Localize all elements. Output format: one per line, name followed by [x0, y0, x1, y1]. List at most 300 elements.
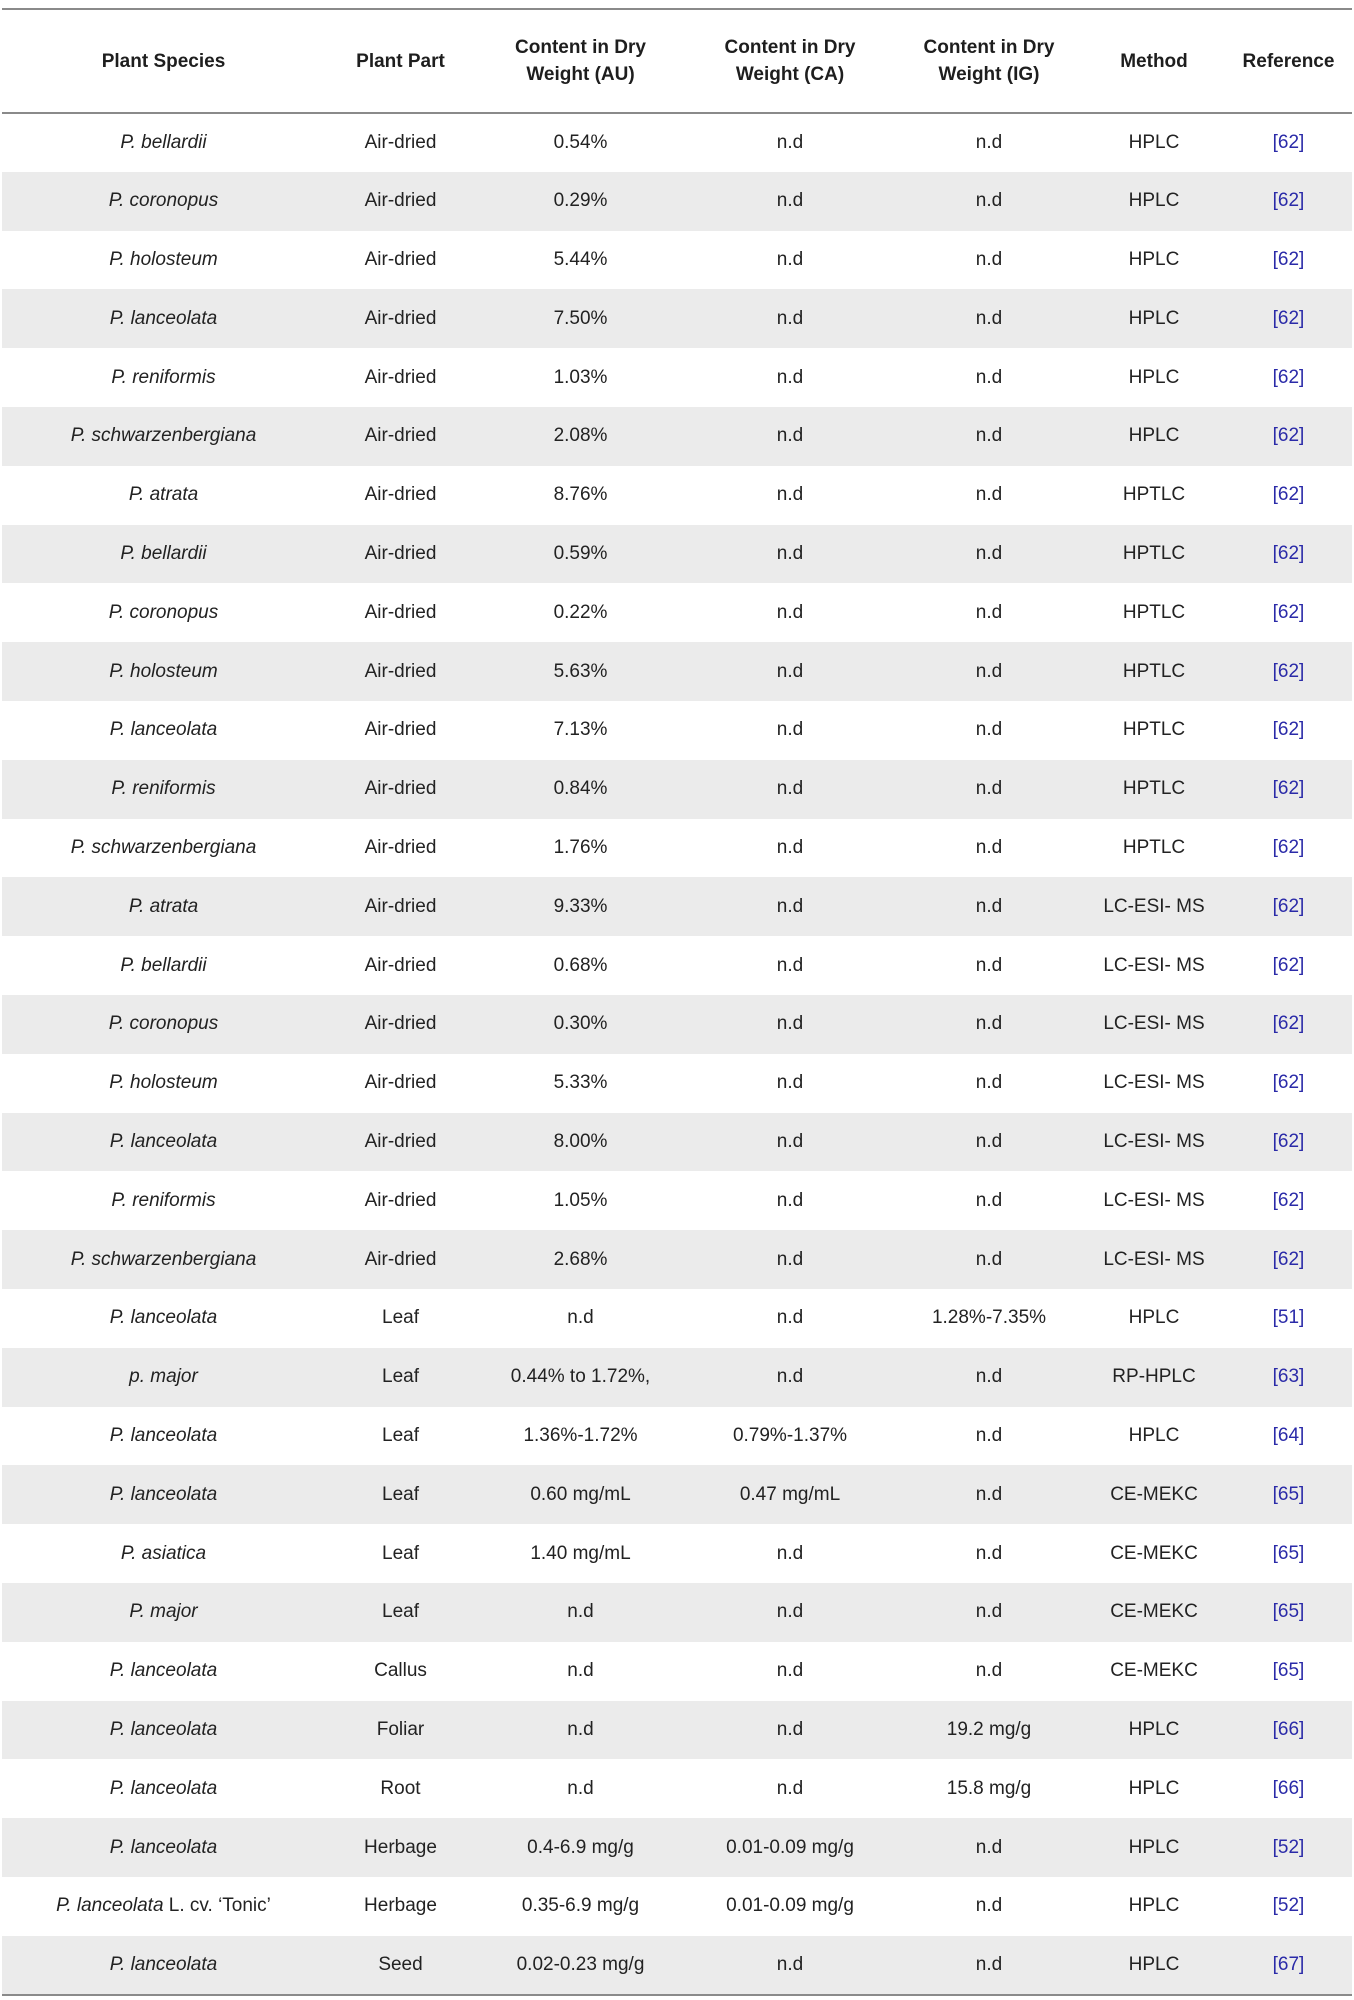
- reference-link[interactable]: [62]: [1272, 954, 1305, 976]
- cell-content-ig: n.d: [975, 425, 1003, 447]
- cell-content-ig: n.d: [975, 1660, 1003, 1682]
- cell-reference: [1225, 642, 1352, 701]
- reference-link[interactable]: [52]: [1272, 1895, 1305, 1917]
- cell-reference: [1225, 583, 1352, 642]
- cell-content-ig: n.d: [975, 836, 1003, 858]
- cell-method: HPLC: [1128, 248, 1180, 270]
- cell-content-ca: 0.01-0.09 mg/g: [726, 1836, 854, 1858]
- table-row: [2, 1348, 1352, 1407]
- cell-plant-species: [2, 172, 325, 231]
- cell-content-ig: n.d: [975, 1895, 1003, 1917]
- table-row: [2, 172, 1352, 231]
- cell-method: HPLC: [1128, 366, 1180, 388]
- header-content-ig: Content in Dry Weight (IG): [923, 37, 1055, 85]
- reference-link[interactable]: [62]: [1272, 1072, 1305, 1094]
- cell-content-ca: n.d: [776, 484, 804, 506]
- cell-reference: [1225, 407, 1352, 466]
- species-name: P. bellardii: [120, 131, 207, 153]
- reference-link[interactable]: [64]: [1272, 1424, 1305, 1446]
- header-content-au: Content in Dry Weight (AU): [515, 37, 646, 85]
- cell-plant-part: Herbage: [364, 1836, 437, 1858]
- reference-link[interactable]: [62]: [1272, 601, 1305, 623]
- cell-reference: [1225, 819, 1352, 878]
- cell-plant-species: [2, 1289, 325, 1348]
- cell-content-ig: n.d: [975, 1424, 1003, 1446]
- cell-reference: [1225, 1230, 1352, 1289]
- cell-content-au: 0.30%: [553, 1013, 608, 1035]
- cell-plant-part: Leaf: [382, 1483, 419, 1505]
- cell-reference: [1225, 701, 1352, 760]
- table-row: [2, 1877, 1352, 1936]
- reference-link[interactable]: [65]: [1272, 1542, 1305, 1564]
- cell-content-au: 5.63%: [553, 660, 608, 682]
- species-name: P. lanceolata: [109, 1718, 218, 1740]
- cell-method: LC-ESI- MS: [1103, 1072, 1205, 1094]
- cell-method: HPLC: [1128, 307, 1180, 329]
- cell-content-au: 0.02-0.23 mg/g: [516, 1953, 645, 1975]
- cell-plant-part: Air-dried: [364, 542, 437, 564]
- cell-plant-species: [2, 1877, 325, 1936]
- cell-plant-part: Callus: [374, 1660, 427, 1682]
- table-row: [2, 1054, 1352, 1113]
- reference-link[interactable]: [62]: [1272, 131, 1305, 153]
- cell-content-ca: n.d: [776, 1248, 804, 1270]
- cell-plant-part: Air-dried: [364, 366, 437, 388]
- cell-plant-part: Foliar: [376, 1718, 425, 1740]
- species-name: P. coronopus: [108, 1013, 219, 1035]
- cell-plant-part: Air-dried: [364, 425, 437, 447]
- table-row: [2, 1524, 1352, 1583]
- cell-plant-species: [2, 936, 325, 995]
- table-row: [2, 1230, 1352, 1289]
- reference-link[interactable]: [62]: [1272, 366, 1305, 388]
- species-name: P. lanceolata: [109, 1483, 218, 1505]
- reference-link[interactable]: [62]: [1272, 1248, 1305, 1270]
- cell-method: HPTLC: [1122, 660, 1186, 682]
- species-name: P. lanceolata: [56, 1895, 164, 1917]
- cell-content-ca: n.d: [776, 954, 804, 976]
- species-name: P. lanceolata: [109, 1953, 218, 1975]
- cell-method: HPLC: [1128, 131, 1180, 153]
- cell-plant-part: Air-dried: [364, 307, 437, 329]
- species-name: P. atrata: [128, 895, 199, 917]
- table-row: [2, 1759, 1352, 1818]
- cell-method: CE-MEKC: [1110, 1483, 1198, 1505]
- cell-method: HPLC: [1128, 425, 1180, 447]
- cell-content-ig: n.d: [975, 1130, 1003, 1152]
- cell-plant-part: Leaf: [382, 1307, 419, 1329]
- reference-link[interactable]: [62]: [1272, 248, 1305, 270]
- cell-content-ca: n.d: [776, 1013, 804, 1035]
- cell-content-ig: n.d: [975, 895, 1003, 917]
- reference-link[interactable]: [51]: [1272, 1307, 1305, 1329]
- cell-content-ca: n.d: [776, 660, 804, 682]
- cell-content-au: n.d: [567, 1601, 594, 1623]
- cell-method: HPTLC: [1122, 484, 1186, 506]
- reference-link[interactable]: [62]: [1272, 425, 1305, 447]
- cell-content-au: n.d: [567, 1307, 594, 1329]
- cell-reference: [1225, 1524, 1352, 1583]
- cell-plant-species: [2, 1818, 325, 1877]
- header-content-ca: Content in Dry Weight (CA): [724, 37, 856, 85]
- cell-plant-species: [2, 1113, 325, 1172]
- table-row: [2, 1289, 1352, 1348]
- cell-content-ca: n.d: [776, 425, 804, 447]
- cell-plant-part: Leaf: [382, 1601, 419, 1623]
- species-name: P. bellardii: [120, 954, 207, 976]
- cell-plant-species: [2, 348, 325, 407]
- cell-reference: [1225, 1113, 1352, 1172]
- table-row: [2, 466, 1352, 525]
- cell-plant-part: Herbage: [364, 1895, 437, 1917]
- cell-plant-species: [2, 819, 325, 878]
- cell-content-au: 0.22%: [553, 601, 608, 623]
- header-row: [2, 9, 1352, 113]
- cell-plant-species: [2, 701, 325, 760]
- reference-link[interactable]: [62]: [1272, 1189, 1305, 1211]
- species-name: P. lanceolata: [109, 719, 218, 741]
- cell-content-ca: n.d: [776, 307, 804, 329]
- cell-content-ig: n.d: [975, 719, 1003, 741]
- cell-content-ca: n.d: [776, 1366, 804, 1388]
- cell-content-au: n.d: [567, 1660, 594, 1682]
- cell-reference: [1225, 1465, 1352, 1524]
- species-name: P. lanceolata: [109, 1660, 218, 1682]
- table-row: [2, 642, 1352, 701]
- cell-content-ca: n.d: [776, 601, 804, 623]
- cell-content-ig: 15.8 mg/g: [946, 1777, 1032, 1799]
- species-name: P. bellardii: [120, 542, 207, 564]
- cell-method: HPTLC: [1122, 719, 1186, 741]
- cell-reference: [1225, 1701, 1352, 1760]
- cell-content-ca: 0.47 mg/mL: [739, 1483, 841, 1505]
- cell-plant-species: [2, 231, 325, 290]
- species-name: P. reniformis: [111, 366, 216, 388]
- cell-content-ca: n.d: [776, 1953, 804, 1975]
- cell-plant-species: [2, 760, 325, 819]
- table-header: [2, 9, 1352, 113]
- header-reference: Reference: [1242, 50, 1335, 72]
- cell-reference: [1225, 936, 1352, 995]
- cell-plant-species: [2, 113, 325, 172]
- cell-plant-part: Air-dried: [364, 836, 437, 858]
- cell-content-au: 1.03%: [553, 366, 608, 388]
- cell-content-ig: n.d: [975, 954, 1003, 976]
- cell-plant-part: Leaf: [382, 1542, 419, 1564]
- cell-content-ig: n.d: [975, 307, 1003, 329]
- cell-method: LC-ESI- MS: [1103, 895, 1205, 917]
- cell-content-ca: n.d: [776, 190, 804, 212]
- reference-link[interactable]: [62]: [1272, 1013, 1305, 1035]
- cell-content-ig: n.d: [975, 1483, 1003, 1505]
- table-row: [2, 1407, 1352, 1466]
- header-plant-species: Plant Species: [101, 50, 226, 72]
- cell-plant-species: [2, 1171, 325, 1230]
- cell-plant-species: [2, 525, 325, 584]
- table-row: [2, 1113, 1352, 1172]
- cell-plant-species: [2, 289, 325, 348]
- species-name: P. coronopus: [108, 601, 219, 623]
- cell-plant-part: Air-dried: [364, 954, 437, 976]
- cell-plant-species: [2, 877, 325, 936]
- reference-link[interactable]: [62]: [1272, 1130, 1305, 1152]
- table-row: [2, 1642, 1352, 1701]
- cell-reference: [1225, 231, 1352, 290]
- cell-reference: [1225, 289, 1352, 348]
- table-row: [2, 1583, 1352, 1642]
- cell-method: HPLC: [1128, 1307, 1180, 1329]
- cell-reference: [1225, 1289, 1352, 1348]
- cell-reference: [1225, 1759, 1352, 1818]
- species-name: P. schwarzenbergiana: [70, 836, 257, 858]
- table-row: [2, 407, 1352, 466]
- reference-link[interactable]: [52]: [1272, 1836, 1305, 1858]
- table-row: [2, 1465, 1352, 1524]
- table-row: [2, 1701, 1352, 1760]
- cell-method: HPLC: [1128, 1836, 1180, 1858]
- cell-plant-part: Air-dried: [364, 248, 437, 270]
- species-name: P. reniformis: [111, 778, 216, 800]
- plantago-content-table: [2, 8, 1352, 1996]
- reference-link[interactable]: [67]: [1272, 1953, 1305, 1975]
- reference-link[interactable]: [62]: [1272, 542, 1305, 564]
- cell-content-ca: n.d: [776, 1130, 804, 1152]
- cell-content-ig: n.d: [975, 601, 1003, 623]
- cell-plant-part: Air-dried: [364, 601, 437, 623]
- table-row: [2, 995, 1352, 1054]
- cell-content-ca: n.d: [776, 895, 804, 917]
- cell-content-au: 1.05%: [553, 1189, 608, 1211]
- cell-method: LC-ESI- MS: [1103, 1130, 1205, 1152]
- cell-method: LC-ESI- MS: [1103, 1189, 1205, 1211]
- cell-reference: [1225, 1642, 1352, 1701]
- cell-plant-part: Air-dried: [364, 1189, 437, 1211]
- cell-content-ig: n.d: [975, 1189, 1003, 1211]
- cell-method: HPLC: [1128, 1777, 1180, 1799]
- reference-link[interactable]: [66]: [1272, 1718, 1305, 1740]
- table-row: [2, 583, 1352, 642]
- cell-plant-part: Root: [380, 1777, 421, 1799]
- cell-content-au: 0.29%: [553, 190, 608, 212]
- cell-method: LC-ESI- MS: [1103, 1248, 1205, 1270]
- cell-plant-part: Air-dried: [364, 1072, 437, 1094]
- cell-plant-species: [2, 642, 325, 701]
- reference-link[interactable]: [62]: [1272, 719, 1305, 741]
- table-row: [2, 1936, 1352, 1995]
- table-row: [2, 1171, 1352, 1230]
- cell-content-au: 7.13%: [553, 719, 608, 741]
- cell-content-au: 0.60 mg/mL: [530, 1483, 631, 1505]
- cell-content-ca: n.d: [776, 542, 804, 564]
- cell-reference: [1225, 1407, 1352, 1466]
- cell-plant-species: [2, 1348, 325, 1407]
- cell-content-ca: n.d: [776, 366, 804, 388]
- cell-content-ig: n.d: [975, 778, 1003, 800]
- cell-content-ca: n.d: [776, 1660, 804, 1682]
- cell-plant-part: Air-dried: [364, 484, 437, 506]
- reference-link[interactable]: [62]: [1272, 660, 1305, 682]
- species-name: P. major: [129, 1601, 198, 1623]
- cell-content-au: 1.40 mg/mL: [530, 1542, 631, 1564]
- cell-reference: [1225, 466, 1352, 525]
- cell-reference: [1225, 877, 1352, 936]
- cell-method: HPLC: [1128, 1953, 1180, 1975]
- cell-reference: [1225, 172, 1352, 231]
- cell-content-au: 0.4-6.9 mg/g: [527, 1836, 634, 1858]
- cell-method: LC-ESI- MS: [1103, 1013, 1205, 1035]
- cell-method: CE-MEKC: [1110, 1601, 1198, 1623]
- header-method: Method: [1120, 50, 1188, 72]
- cell-method: HPTLC: [1122, 601, 1186, 623]
- cell-method: LC-ESI- MS: [1103, 954, 1205, 976]
- cell-plant-part: Air-dried: [364, 131, 437, 153]
- cell-content-ig: n.d: [975, 1953, 1003, 1975]
- cell-reference: [1225, 1054, 1352, 1113]
- cell-content-au: 8.76%: [553, 484, 608, 506]
- cell-method: CE-MEKC: [1110, 1542, 1198, 1564]
- cell-content-ca: n.d: [776, 131, 804, 153]
- species-name: P. coronopus: [108, 190, 219, 212]
- cell-plant-species: [2, 1642, 325, 1701]
- species-name: P. lanceolata: [109, 1836, 218, 1858]
- species-name: P. holosteum: [109, 660, 218, 682]
- reference-link[interactable]: [62]: [1272, 190, 1305, 212]
- cell-plant-species: [2, 1701, 325, 1760]
- cell-content-ca: n.d: [776, 1072, 804, 1094]
- cell-plant-part: Air-dried: [364, 719, 437, 741]
- cell-method: HPLC: [1128, 1895, 1180, 1917]
- cell-content-ca: n.d: [776, 836, 804, 858]
- cell-plant-part: Air-dried: [364, 660, 437, 682]
- cell-content-ig: n.d: [975, 366, 1003, 388]
- species-name: P. lanceolata: [109, 1307, 218, 1329]
- cell-content-au: 0.54%: [553, 131, 608, 153]
- cell-content-ig: n.d: [975, 1248, 1003, 1270]
- cell-content-ca: 0.01-0.09 mg/g: [726, 1895, 854, 1917]
- cell-plant-part: Leaf: [382, 1424, 419, 1446]
- cell-method: CE-MEKC: [1110, 1660, 1198, 1682]
- cell-plant-species: [2, 1054, 325, 1113]
- cell-content-au: 7.50%: [553, 307, 608, 329]
- reference-link[interactable]: [65]: [1272, 1660, 1305, 1682]
- reference-link[interactable]: [65]: [1272, 1483, 1305, 1505]
- cell-content-ca: n.d: [776, 1542, 804, 1564]
- cell-plant-part: Air-dried: [364, 778, 437, 800]
- cell-plant-species: [2, 1936, 325, 1995]
- cell-content-ca: n.d: [776, 1601, 804, 1623]
- species-name: P. holosteum: [109, 1072, 218, 1094]
- table-row: [2, 819, 1352, 878]
- cell-plant-species: [2, 1759, 325, 1818]
- cell-content-ig: n.d: [975, 484, 1003, 506]
- table-row: [2, 113, 1352, 172]
- table-body: [2, 113, 1352, 1995]
- reference-link[interactable]: [62]: [1272, 307, 1305, 329]
- species-name: P. lanceolata: [109, 1777, 218, 1799]
- cell-content-ca: n.d: [776, 248, 804, 270]
- cell-content-ig: n.d: [975, 542, 1003, 564]
- reference-link[interactable]: [65]: [1272, 1601, 1305, 1623]
- cell-plant-part: Leaf: [382, 1366, 419, 1388]
- table-row: [2, 701, 1352, 760]
- cell-content-au: n.d: [567, 1718, 594, 1740]
- reference-link[interactable]: [62]: [1272, 778, 1305, 800]
- reference-link[interactable]: [66]: [1272, 1777, 1305, 1799]
- cell-content-ig: n.d: [975, 1366, 1003, 1388]
- species-name: P. schwarzenbergiana: [70, 425, 257, 447]
- cell-plant-part: Air-dried: [364, 1013, 437, 1035]
- cell-plant-part: Air-dried: [364, 190, 437, 212]
- cell-method: HPTLC: [1122, 836, 1186, 858]
- cell-plant-species: [2, 1407, 325, 1466]
- cell-content-au: 0.84%: [553, 778, 608, 800]
- cell-plant-species: [2, 466, 325, 525]
- cell-content-au: 8.00%: [553, 1130, 608, 1152]
- table-row: [2, 289, 1352, 348]
- cell-plant-species: [2, 1230, 325, 1289]
- reference-link[interactable]: [62]: [1272, 836, 1305, 858]
- species-name: P. holosteum: [109, 248, 218, 270]
- cell-content-au: 0.44% to 1.72%,: [510, 1366, 651, 1388]
- cell-content-au: 1.36%-1.72%: [523, 1424, 638, 1446]
- cell-plant-species: [2, 1583, 325, 1642]
- cell-content-ca: n.d: [776, 1189, 804, 1211]
- cell-content-ig: n.d: [975, 131, 1003, 153]
- cell-method: HPTLC: [1122, 542, 1186, 564]
- reference-link[interactable]: [63]: [1272, 1366, 1305, 1388]
- cell-plant-part: Air-dried: [364, 1248, 437, 1270]
- reference-link[interactable]: [62]: [1272, 484, 1305, 506]
- cell-reference: [1225, 995, 1352, 1054]
- cell-content-ca: n.d: [776, 1307, 804, 1329]
- cell-content-ca: n.d: [776, 1777, 804, 1799]
- cell-reference: [1225, 1348, 1352, 1407]
- cell-reference: [1225, 760, 1352, 819]
- table-row: [2, 1818, 1352, 1877]
- cell-plant-species: [2, 583, 325, 642]
- cell-method: RP-HPLC: [1112, 1366, 1196, 1388]
- cell-content-ig: n.d: [975, 248, 1003, 270]
- cell-plant-species: [2, 1465, 325, 1524]
- cell-reference: [1225, 113, 1352, 172]
- cell-method: HPLC: [1128, 190, 1180, 212]
- species-name: P. lanceolata: [109, 1130, 218, 1152]
- cell-content-au: 5.33%: [553, 1072, 608, 1094]
- table-row: [2, 877, 1352, 936]
- cell-content-ig: n.d: [975, 1542, 1003, 1564]
- cell-plant-part: Seed: [378, 1953, 423, 1975]
- cell-content-au: 2.68%: [553, 1248, 608, 1270]
- table-row: [2, 348, 1352, 407]
- species-name: p. major: [129, 1366, 198, 1388]
- cell-plant-species: [2, 1524, 325, 1583]
- cell-content-ig: n.d: [975, 660, 1003, 682]
- cell-content-au: 0.68%: [553, 954, 608, 976]
- cell-content-ca: n.d: [776, 1718, 804, 1740]
- cell-method: HPTLC: [1122, 778, 1186, 800]
- cell-content-ig: n.d: [975, 1072, 1003, 1094]
- reference-link[interactable]: [62]: [1272, 895, 1305, 917]
- cell-reference: [1225, 1171, 1352, 1230]
- species-name: P. reniformis: [111, 1189, 216, 1211]
- cell-content-au: 0.59%: [553, 542, 608, 564]
- species-name: P. atrata: [128, 484, 199, 506]
- cell-content-ig: n.d: [975, 190, 1003, 212]
- cell-reference: [1225, 1818, 1352, 1877]
- species-name: P. lanceolata: [109, 1424, 218, 1446]
- cell-reference: [1225, 525, 1352, 584]
- header-plant-part: Plant Part: [356, 50, 445, 72]
